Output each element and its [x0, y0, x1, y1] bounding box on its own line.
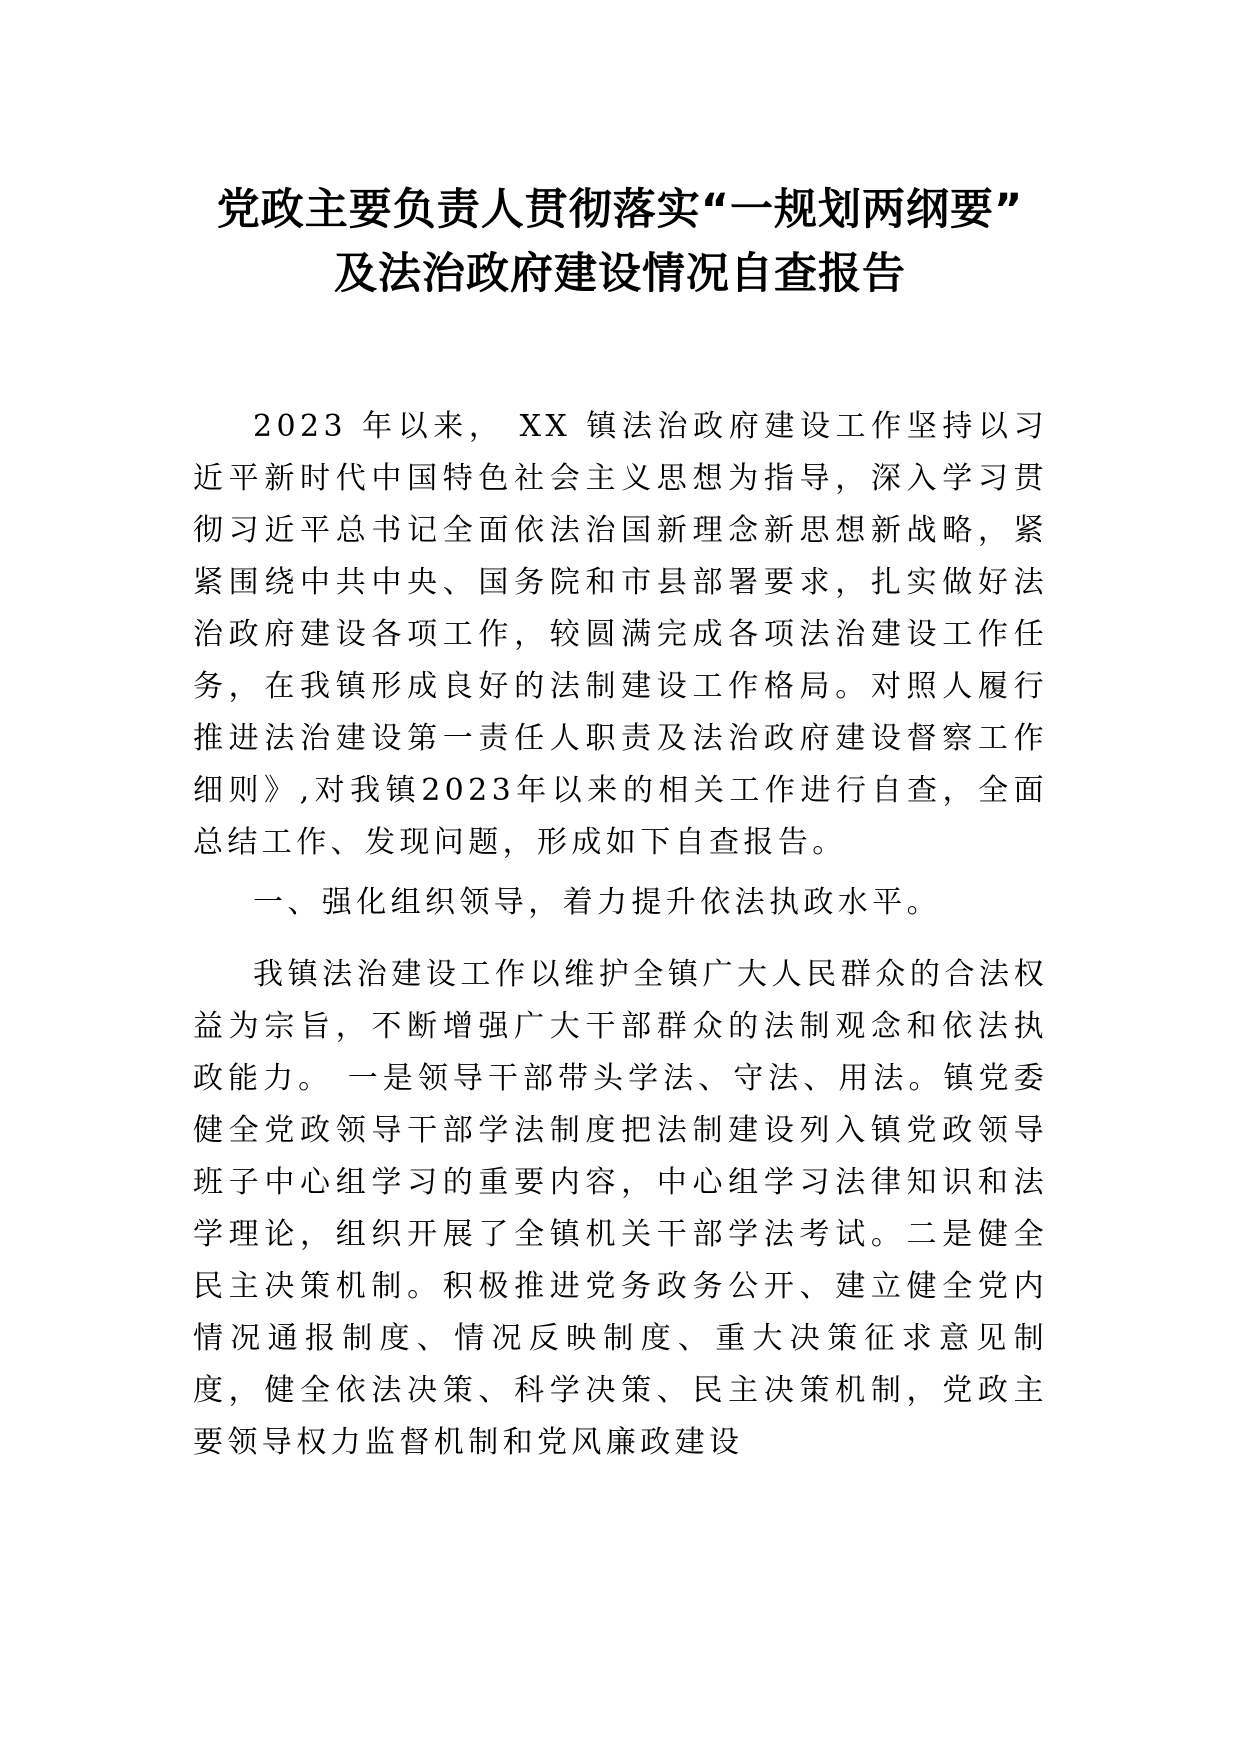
section-paragraph: 我镇法治建设工作以维护全镇广大人民群众的合法权益为宗旨，不断增强广大干部群众的法制观念和依法执政能力。 一是领导干部带头学法、守法、用法。镇党委健全党政领导干部学法制度把法制建设列入镇党政领导班子中心组学习的重要内容，中心组学习法律知识和法学理论，组织开展了全镇机关干部学法考试。二是健全民主决策机制。积极推进党务政务公开、建立健全党内情况通报制度、情况反映制度、重大决策征求意见制度，健全依法决策、科学决策、民主决策机制，党政主要领导权力监督机制和党风廉政建设: [193, 957, 1048, 1460]
intro-paragraph: 2023 年以来， XX 镇法治政府建设工作坚持以习近平新时代中国特色社会主义思想为指导，深入学习贯彻习近平总书记全面依法治国新理念新思想新战略，紧紧围绕中共中央、国务院和市县部署要求，扎实做好法治政府建设各项工作，较圆满完成各项法治建设工作任务，在我镇形成良好的法制建设工作格局。对照人履行推进法治建设第一责任人职责及法治政府建设督察工作细则》,对我镇2023年以来的相关工作进行自查，全面总结工作、发现问题，形成如下自查报告。: [193, 409, 1048, 860]
title-line-2: 及法治政府建设情况自查报告: [334, 249, 906, 299]
document-title: [150, 178, 1090, 306]
document-body: [193, 401, 1048, 1469]
title-line-1: 党政主要负责人贯彻落实“一规划两纲要”: [216, 185, 1024, 235]
section-heading: 一、强化组织领导，着力提升依法执政水平。: [253, 885, 941, 920]
